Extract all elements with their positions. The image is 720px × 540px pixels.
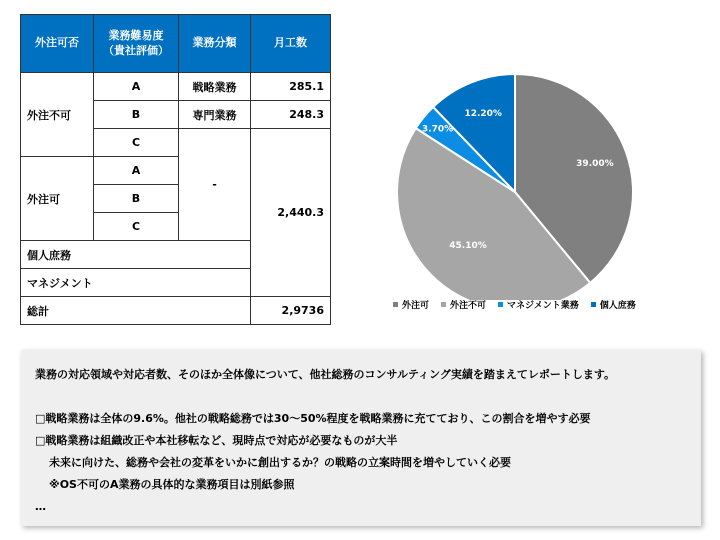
header-difficulty: 業務難易度 （貴社評価） bbox=[94, 15, 179, 73]
hours-cell: 248.3 bbox=[251, 101, 331, 129]
header-outsource: 外注可否 bbox=[21, 15, 94, 73]
legend-swatch bbox=[441, 302, 446, 307]
note-intro: 業務の対応領域や対応者数、そのほか全体像について、他社総務のコンサルティング実績を踏まえてレポートします。 bbox=[35, 368, 616, 381]
grade-cell: A bbox=[94, 157, 179, 185]
legend-item bbox=[441, 298, 486, 311]
chart-legend bbox=[393, 298, 673, 311]
pie-chart-svg bbox=[385, 30, 655, 300]
group-not-outsourceable: 外注不可 bbox=[21, 73, 94, 157]
row-management: マネジメント bbox=[21, 269, 251, 297]
pie-data-label: 39.00% bbox=[576, 159, 614, 170]
category-cell-dash: - bbox=[179, 129, 251, 241]
grade-cell: C bbox=[94, 129, 179, 157]
row-personal-affairs: 個人庶務 bbox=[21, 241, 251, 269]
grade-cell: A bbox=[94, 73, 179, 101]
note-line-4: ※OS不可のA業務の具体的な業務項目は別紙参照 bbox=[49, 478, 295, 491]
grade-cell: B bbox=[94, 101, 179, 129]
report-note bbox=[21, 350, 701, 526]
category-cell: 戦略業務 bbox=[179, 73, 251, 101]
legend-swatch bbox=[498, 302, 503, 307]
group-outsourceable: 外注可 bbox=[21, 157, 94, 241]
total-value: 2,9736 bbox=[251, 297, 331, 325]
legend-item bbox=[393, 298, 429, 311]
note-line-1: □戦略業務は全体の9.6%。他社の戦略総務では30～50%程度を戦略業務に充てており、この割合を増やす必要 bbox=[35, 412, 591, 425]
pie-data-label: 45.10% bbox=[449, 240, 487, 251]
grade-cell: B bbox=[94, 185, 179, 213]
note-ellipsis: … bbox=[35, 500, 46, 513]
legend-swatch bbox=[393, 302, 398, 307]
header-monthly-hours: 月工数 bbox=[251, 15, 331, 73]
note-line-3: 未来に向けた、総務や会社の変革をいかに創出するか？の戦略の立案時間を増やしていく必要 bbox=[49, 456, 511, 469]
category-cell: 専門業務 bbox=[179, 101, 251, 129]
pie-data-label: 3.70% bbox=[421, 124, 454, 135]
pie-data-label: 12.20% bbox=[464, 109, 502, 120]
legend-item bbox=[498, 298, 579, 311]
legend-item bbox=[591, 298, 636, 311]
legend-label: マネジメント業務 bbox=[507, 301, 579, 311]
note-line-2: □戦略業務は組織改正や本社移転など、現時点で対応が必要なものが大半 bbox=[35, 434, 398, 447]
total-label: 総計 bbox=[21, 297, 251, 325]
legend-label: 外注不可 bbox=[450, 301, 487, 311]
legend-label: 個人庶務 bbox=[599, 301, 636, 311]
legend-swatch bbox=[591, 302, 596, 307]
hours-cell-other: 2,440.3 bbox=[251, 129, 331, 297]
hours-cell: 285.1 bbox=[251, 73, 331, 101]
pie-chart bbox=[385, 30, 655, 300]
legend-label: 外注可 bbox=[402, 301, 430, 311]
note-spacer bbox=[35, 386, 687, 408]
workload-table bbox=[20, 14, 331, 325]
grade-cell: C bbox=[94, 213, 179, 241]
header-category: 業務分類 bbox=[179, 15, 251, 73]
